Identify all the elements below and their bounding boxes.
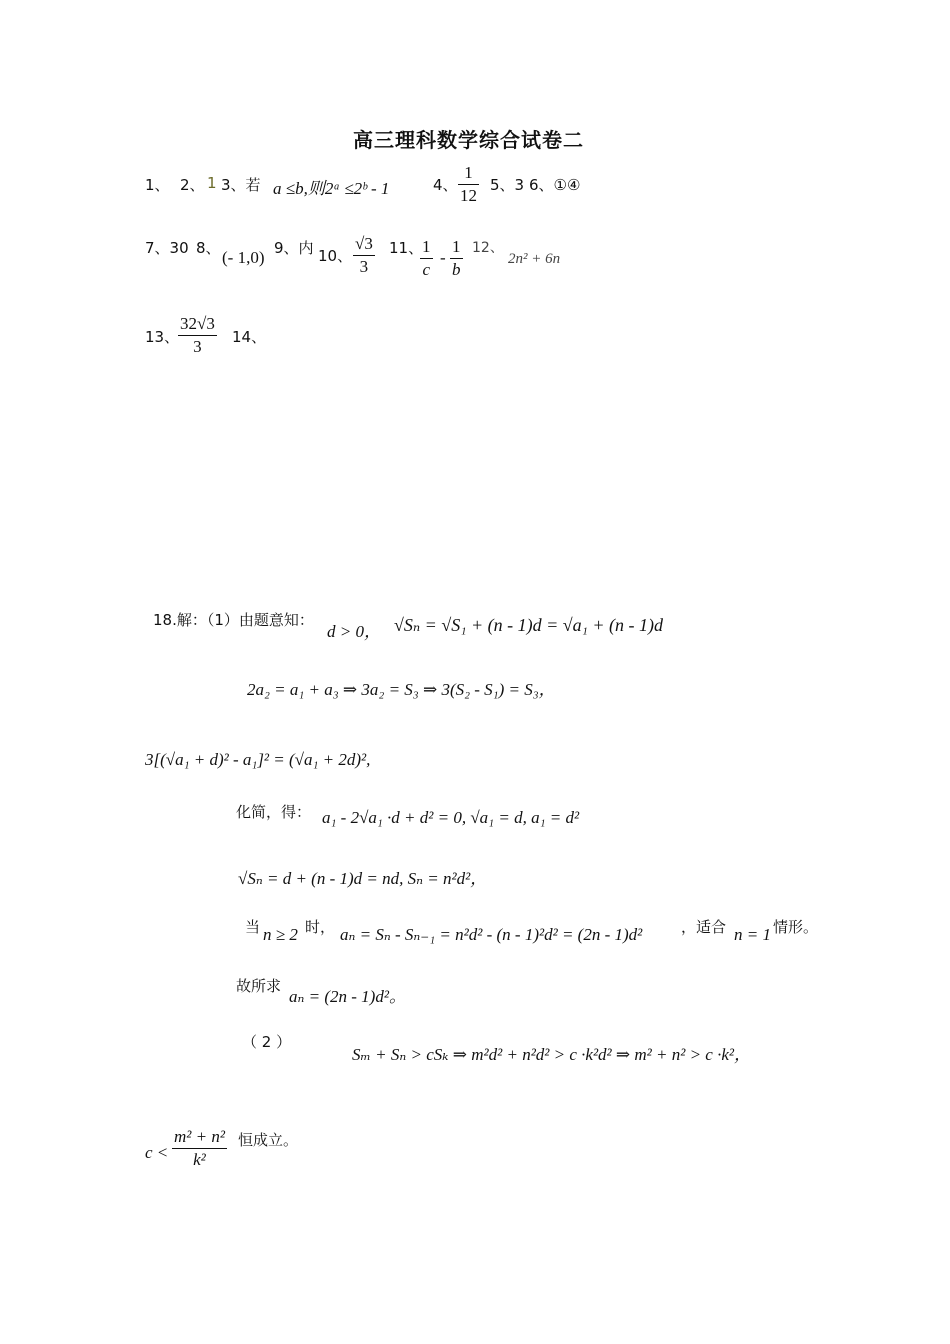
solution-line-4-expr: a₁ - 2√a₁ ·d + d² = 0, √a₁ = d, a₁ = d² (322, 808, 580, 827)
fraction-denominator: 3 (359, 257, 369, 276)
solution-final-text: 恒成立。 (238, 1131, 299, 1149)
answer-8-label: 8、 (196, 239, 221, 257)
fraction-denominator: c (422, 260, 431, 279)
fraction-numerator: 1 (464, 163, 473, 182)
fraction-numerator: 1 (422, 237, 431, 256)
answer-11-label: 11、 (389, 239, 424, 257)
page-title: 高三理科数学综合试卷二 (353, 128, 584, 152)
solution-line-2: 2a₂ = a₁ + a₃ ⇒ 3a₂ = S₃ ⇒ 3(S₂ - S₁) = S₃， (247, 680, 556, 699)
solution-line-6-case: 情形。 (773, 918, 819, 936)
answer-6: 6、①④ (529, 176, 581, 194)
fraction-numerator: 1 (452, 237, 461, 256)
solution-final-c: c < (145, 1143, 169, 1162)
solution-line-1-expr: √Sₙ = √S₁ + (n - 1)d = √a₁ + (n - 1)d (394, 615, 663, 635)
solution-line-6-fit: ，适合 (681, 918, 727, 936)
answer-11-minus: - (440, 248, 446, 267)
answer-8-expr: (- 1,0) (222, 248, 265, 267)
fraction-denominator: b (452, 260, 461, 279)
solution-line-6-condition: n ≥ 2 (263, 925, 298, 944)
answer-2-value: 1 (207, 174, 217, 192)
answer-3-expr: a ≤b,则2ᵃ ≤2ᵇ - 1 (273, 179, 390, 198)
fraction-numerator: √3 (355, 234, 373, 253)
fraction-numerator: 32√3 (180, 314, 215, 333)
fraction-denominator: 12 (460, 186, 477, 205)
solution-line-1-condition: d > 0， (327, 622, 381, 641)
answer-5: 5、3 (490, 176, 525, 194)
solution-line-7-label: 故所求 (236, 977, 282, 995)
solution-part-2-label: （ 2 ） (242, 1033, 292, 1051)
answer-3-label: 3、若 (221, 176, 261, 194)
answer-12-label: 12、 (472, 240, 504, 256)
answer-1: 1、 (145, 176, 170, 194)
answer-10-fraction (353, 234, 375, 277)
solution-line-6-time: 时， (305, 918, 336, 936)
answer-12-expr: 2n² + 6n (508, 251, 561, 267)
answer-13-fraction (178, 314, 217, 357)
solution-part-2-expr: Sₘ + Sₙ > cSₖ ⇒ m²d² + n²d² > c ·k²d² ⇒ m² + n² > c ·k²， (352, 1045, 751, 1064)
answer-14-label: 14、 (232, 328, 267, 346)
answer-7: 7、30 (145, 239, 189, 257)
fraction-denominator: 3 (193, 337, 202, 356)
solution-final-fraction (172, 1127, 227, 1170)
solution-line-6-n1: n = 1 (734, 925, 771, 944)
solution-line-6-expr: aₙ = Sₙ - Sₙ₋₁ = n²d² - (n - 1)²d² = (2n - 1)d² (340, 925, 643, 944)
answer-11-fraction-1 (420, 237, 433, 280)
solution-line-3: 3[(√a₁ + d)² - a₁]² = (√a₁ + 2d)², (145, 750, 371, 769)
answer-4-fraction (458, 163, 479, 206)
answer-9: 9、内 (274, 239, 314, 257)
answer-13-label: 13、 (145, 328, 180, 346)
fraction-numerator: m² + n² (174, 1127, 225, 1146)
answer-4-label: 4、 (433, 176, 458, 194)
solution-line-5: √Sₙ = d + (n - 1)d = nd, Sₙ = n²d²， (238, 869, 488, 888)
solution-line-7-expr: aₙ = (2n - 1)d²。 (289, 987, 406, 1006)
answer-11-fraction-2 (450, 237, 463, 280)
solution-line-1-label: 18.解：（1）由题意知： (153, 611, 314, 629)
solution-line-4-label: 化简，得： (236, 803, 312, 821)
fraction-denominator: k² (193, 1150, 206, 1169)
answer-10-label: 10、 (318, 247, 353, 265)
answer-2: 2、 (180, 176, 205, 194)
solution-line-6-when: 当 (245, 918, 261, 936)
